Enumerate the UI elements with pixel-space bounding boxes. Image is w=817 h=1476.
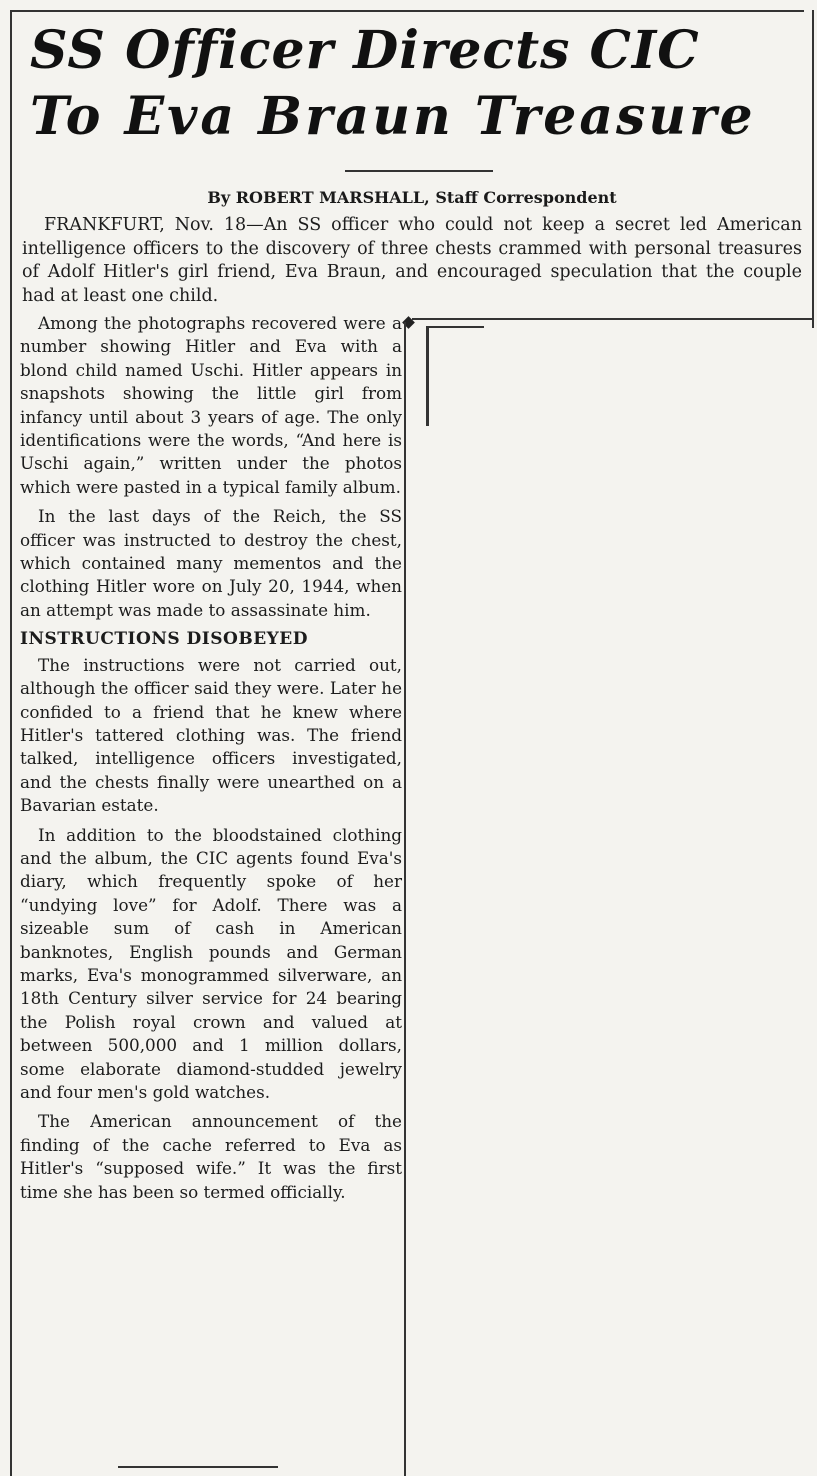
paragraph-reich: In the last days of the Reich, the SS officer was instructed to destroy the chest, which contained many mementos and the clothing Hitler wore on July 20, 1944, when an attempt was made to assassinate him. (20, 506, 402, 620)
article-column (20, 312, 402, 1210)
headline-line-2: To Eva Braun Treasure (30, 86, 756, 147)
corner-bracket-vertical (426, 326, 429, 426)
subheading: INSTRUCTIONS DISOBEYED (20, 629, 308, 650)
byline: By ROBERT MARSHALL, Staff Correspondent (207, 188, 617, 207)
headline-line-1: SS Officer Directs CIC (30, 20, 700, 81)
bottom-divider (118, 1466, 278, 1468)
column-divider-rule (404, 322, 406, 1476)
corner-bracket-horizontal (426, 326, 484, 328)
paragraph-instructions: The instructions were not carried out, although the officer said they were. Later he confided to a friend that he knew where Hitler's tattered clothing was. The friend talked, intelligence officers investigated, and the chests finally were unearthed on a Bavarian estate. (20, 654, 402, 816)
section-divider-rule (412, 318, 814, 320)
top-border-rule (12, 10, 804, 12)
paragraph-treasures: In addition to the bloodstained clothing and the album, the CIC agents found Eva's diary, which frequently spoke of her “undying love” for Adolf. There was a sizeable sum of cash in American banknotes, English pounds and German marks, Eva's monogrammed silverware, an 18th Century silver service for 24 bearing the Polish royal crown and valued at between 500,000 and 1 million dollars, some elaborate diamond-studded jewelry and four men's gold watches. (20, 824, 402, 1102)
right-border-rule (812, 10, 814, 328)
left-border-rule (10, 10, 12, 1476)
headline (30, 18, 800, 150)
paragraph-photographs: Among the photographs recovered were a number showing Hitler and Eva with a blond child named Uschi. Hitler appears in snapshots showing the little girl from infancy until about 3 years of age. The only identifications were the words, “And here is Uschi again,” written under the photos which were pasted in a typical family album. (20, 313, 402, 497)
headline-divider (345, 170, 493, 172)
paragraph-announcement: The American announcement of the finding of the cache referred to Eva as Hitler's “supposed wife.” It was the first time she has been so termed officially. (20, 1111, 402, 1202)
lede-paragraph: FRANKFURT, Nov. 18—An SS officer who could not keep a secret led American intelligence officers to the discovery of three chests crammed with personal treasures of Adolf Hitler's girl friend, Eva Braun, and encouraged speculation that the couple had at least one child. (22, 215, 802, 306)
